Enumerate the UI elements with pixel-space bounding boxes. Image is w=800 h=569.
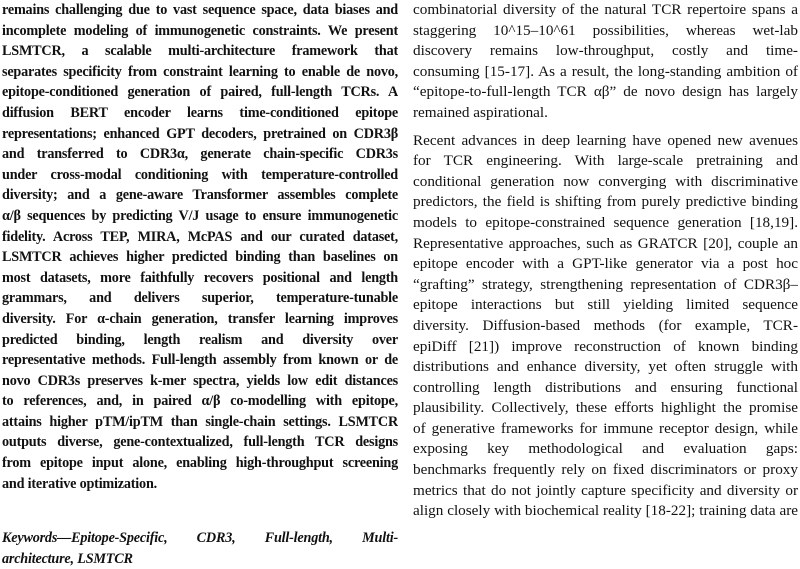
text-line: novo CDR3s preserves k-mer spectra, yields low edit distances bbox=[2, 372, 398, 389]
right-column bbox=[413, 0, 798, 522]
text-line: align closely with biochemical reality [18-22]; training data are bbox=[413, 502, 798, 520]
text-line: combinatorial diversity of the natural TCR repertoire spans a bbox=[413, 1, 798, 18]
spacer bbox=[2, 494, 398, 528]
text-line: of generative frameworks for immune receptor design, while bbox=[413, 419, 798, 437]
text-line: LSMTCR achieves higher predicted binding than baselines on bbox=[2, 249, 398, 266]
abstract bbox=[2, 0, 398, 494]
text-line: exposing key methodological and evaluation gaps: bbox=[413, 440, 798, 458]
text-line: discovery remains low-throughput, costly and time- bbox=[413, 42, 798, 60]
text-line: representations; enhanced GPT decoders, pretrained on CDR3β bbox=[2, 125, 398, 142]
text-line: representative methods. Full-length assembly from known or de bbox=[2, 352, 398, 369]
text-line: Keywords—Epitope-Specific, CDR3, Full-length, Multi- bbox=[2, 530, 398, 547]
text-line: diversity; and a gene-aware Transformer assembles complete bbox=[2, 187, 398, 204]
text-line: remains challenging due to vast sequence space, data biases and bbox=[2, 2, 398, 18]
text-line: fidelity. Across TEP, MIRA, McPAS and our curated dataset, bbox=[2, 228, 398, 245]
text-line: predicted binding, length realism and diversity over bbox=[2, 331, 398, 348]
text-line: and transferred to CDR3α, generate chain-specific CDR3s bbox=[2, 146, 398, 163]
paragraph-gap bbox=[413, 124, 798, 131]
text-line: Representative approaches, such as GRATCR [20], couple an bbox=[413, 234, 798, 252]
text-line: predictors, the field is shifting from purely predictive binding bbox=[413, 193, 798, 211]
text-line: epitope-conditioned generation of paired, full-length TCRs. A bbox=[2, 84, 398, 101]
left-column bbox=[2, 0, 398, 569]
text-line: diversity. Diffusion-based methods (for example, TCR- bbox=[413, 316, 798, 334]
text-line: under cross-modal conditioning with temperature-controlled bbox=[2, 166, 398, 183]
text-line: distributions and enhance diversity, yet often struggle with bbox=[413, 358, 798, 376]
text-line: controlling length distributions and ensuring functional bbox=[413, 378, 798, 396]
text-line: incomplete modeling of immunogenetic constraints. We present bbox=[2, 22, 398, 39]
text-line: diversity. For α-chain generation, transfer learning improves bbox=[2, 310, 398, 327]
text-line: “grafting” strategy, strengthening representation of CDR3β– bbox=[413, 275, 798, 293]
text-line: Recent advances in deep learning have opened new avenues bbox=[413, 131, 798, 149]
text-line: benchmarks frequently rely on fixed discriminators or proxy bbox=[413, 461, 798, 479]
text-line: for TCR engineering. With large-scale pretraining and bbox=[413, 152, 798, 170]
text-line: conditional generation now converging with discriminative bbox=[413, 172, 798, 190]
text-line: most datasets, more faithfully recovers positional and length bbox=[2, 269, 398, 286]
text-line: α/β sequences by predicting V/J usage to ensure immunogenetic bbox=[2, 207, 398, 224]
text-line: staggering 10^15–10^61 possibilities, whereas wet-lab bbox=[413, 21, 798, 39]
text-line: to references, and, in paired α/β co-modelling with epitope, bbox=[2, 393, 398, 410]
text-line: LSMTCR, a scalable multi-architecture framework that bbox=[2, 43, 398, 60]
text-line: epiDiff [21]) improve reconstruction of known binding bbox=[413, 337, 798, 355]
intro-paragraph-1 bbox=[413, 0, 798, 124]
keywords bbox=[2, 528, 398, 569]
text-line: outputs diverse, gene-contextualized, full-length TCR designs bbox=[2, 434, 398, 451]
text-line: and iterative optimization. bbox=[2, 475, 157, 492]
text-line: models to epitope-constrained sequence generation [18,19]. bbox=[413, 213, 798, 231]
text-line: diffusion BERT encoder learns time-conditioned epitope bbox=[2, 104, 398, 121]
intro-paragraph-2 bbox=[413, 131, 798, 522]
text-line: plausibility. Collectively, these efforts highlight the promise bbox=[413, 399, 798, 417]
text-line: metrics that do not jointly capture specificity and diversity or bbox=[413, 481, 798, 499]
text-line: consuming [15-17]. As a result, the long-standing ambition of bbox=[413, 62, 798, 80]
text-line: grammars, and delivers superior, temperature-tunable bbox=[2, 290, 398, 307]
text-line: attains higher pTM/ipTM than single-chain settings. LSMTCR bbox=[2, 413, 398, 430]
text-line: “epitope-to-full-length TCR αβ” de novo design has largely bbox=[413, 83, 798, 101]
text-line: epitope encoder with a GPT-like generator via a post hoc bbox=[413, 255, 798, 273]
text-line: remained aspirational. bbox=[413, 103, 548, 121]
text-line: epitope interactions but still yielding limited sequence bbox=[413, 296, 798, 314]
text-line: from epitope input alone, enabling high-throughput screening bbox=[2, 455, 398, 472]
text-line: architecture, LSMTCR bbox=[2, 550, 133, 567]
text-line: separates specificity from constraint learning to enable de novo, bbox=[2, 63, 398, 80]
